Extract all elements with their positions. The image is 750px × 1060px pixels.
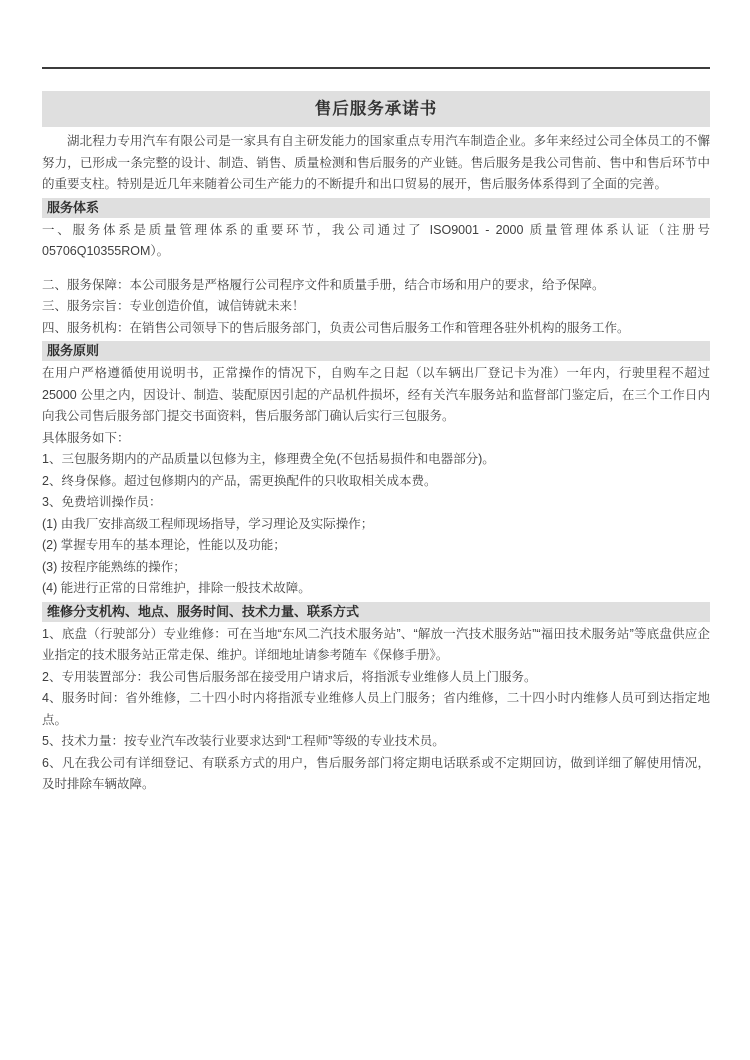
service-detail-item-1: 1、三包服务期内的产品质量以包修为主，修理费全免(不包括易损件和电器部分)。 xyxy=(42,452,495,466)
service-details-subheading: 具体服务如下： xyxy=(42,430,130,445)
section-heading-service-principles: 服务原则 xyxy=(42,341,710,361)
training-subitem-2: (2) 掌握专用车的基本理论，性能以及功能； xyxy=(42,538,286,552)
service-detail-item-3: 3、免费培训操作员： xyxy=(42,495,162,509)
training-subitem-3: (3) 按程序能熟练的操作； xyxy=(42,559,186,574)
training-subitem-4: (4) 能进行正常的日常维护，排除一般技术故障。 xyxy=(42,581,311,595)
repair-item-4: 4、服务时间：省外维修，二十四小时内将指派专业维修人员上门服务；省内维修，二十四小时内维修人员可到达指定地点。 xyxy=(42,691,710,727)
section-heading-repair-branches: 维修分支机构、地点、服务时间、技术力量、联系方式 xyxy=(42,602,710,622)
training-subitem-1: (1) 由我厂安排高级工程师现场指导，学习理论及实际操作； xyxy=(42,516,374,531)
repair-item-6: 6、凡在我公司有详细登记、有联系方式的用户，售后服务部门将定期电话联系或不定期回访，做到详细了解使用情况，及时排除车辆故障。 xyxy=(42,755,710,791)
repair-item-2: 2、专用装置部分：我公司售后服务部在接受用户请求后，将指派专业维修人员上门服务。 xyxy=(42,669,537,684)
repair-item-5: 5、技术力量：按专业汽车改装行业要求达到“工程师”等级的专业技术员。 xyxy=(42,734,445,748)
header-rule xyxy=(42,67,710,69)
service-detail-item-2: 2、终身保修。超过包修期内的产品，需更换配件的只收取相关成本费。 xyxy=(42,473,437,488)
service-system-item-3: 三、服务宗旨：专业创造价值，诚信铸就未来！ xyxy=(42,299,305,313)
service-system-item-2: 二、服务保障：本公司服务是严格履行公司程序文件和质量手册，结合市场和用户的要求，给予保障。 xyxy=(42,277,605,292)
service-system-item-4: 四、服务机构：在销售公司领导下的售后服务部门，负责公司售后服务工作和管理各驻外机构的服务工作。 xyxy=(42,320,630,335)
document-title: 售后服务承诺书 xyxy=(42,91,710,127)
service-system-item-1: 一、服务体系是质量管理体系的重要环节，我公司通过了 ISO9001 - 2000 质量管理体系认证（注册号 05706Q10355ROM）。 xyxy=(42,222,710,258)
service-principles-paragraph: 在用户严格遵循使用说明书，正常操作的情况下，自购车之日起（以车辆出厂登记卡为准）一年内，行驶里程不超过 25000 公里之内，因设计、制造、装配原因引起的产品机件损坏，经有关汽车服务站和监督部门鉴定后，在三个工作日内向我公司售后服务部门提交书面资料，售后服务部门确认后实行三包服务。 xyxy=(42,366,710,423)
section-heading-service-system: 服务体系 xyxy=(42,198,710,218)
intro-paragraph: 湖北程力专用汽车有限公司是一家具有自主研发能力的国家重点专用汽车制造企业。多年来经过公司全体员工的不懈努力，已形成一条完整的设计、制造、销售、质量检测和售后服务的产业链。售后服务是我公司售前、售中和售后环节中的重要支柱。特别是近几年来随着公司生产能力的不断提升和出口贸易的展开，售后服务体系得到了全面的完善。 xyxy=(42,134,710,191)
document-page xyxy=(42,0,710,796)
repair-item-1: 1、底盘（行驶部分）专业维修：可在当地“东风二汽技术服务站”、“解放一汽技术服务站”“福田技术服务站”等底盘供应企业指定的技术服务站正常走保、维护。详细地址请参考随车《保修手册》。 xyxy=(42,626,710,662)
